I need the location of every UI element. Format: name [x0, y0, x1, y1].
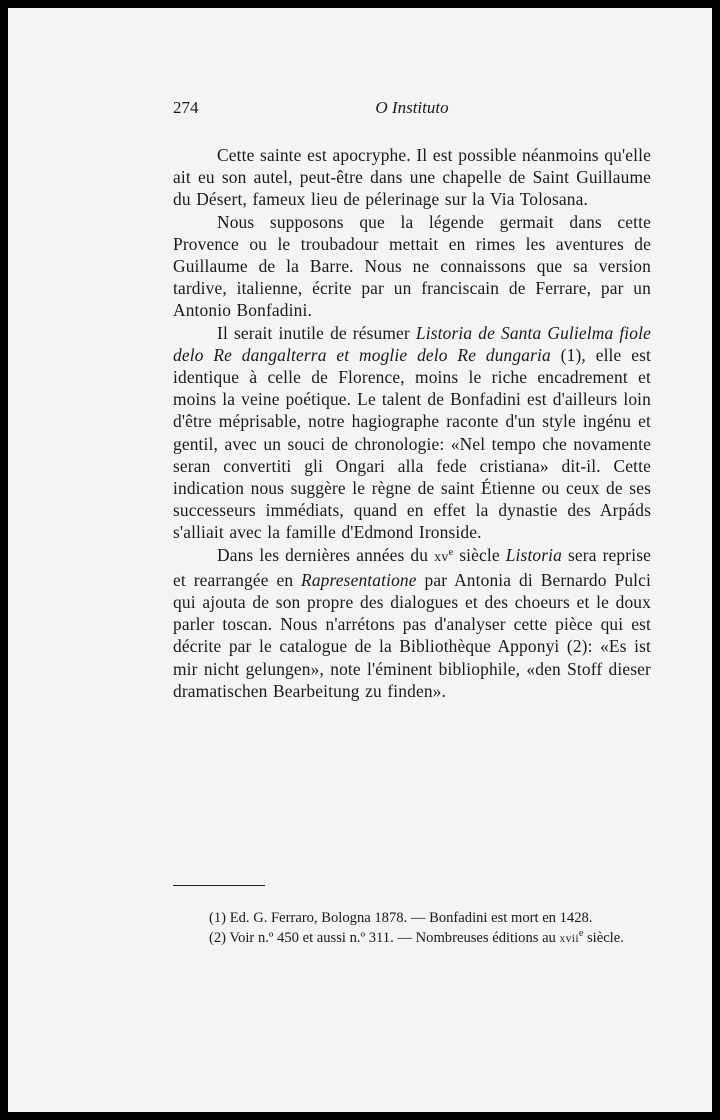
footnote-separator [173, 885, 265, 886]
footnote-ref-1: (1) [560, 344, 582, 365]
century-numeral: xv [434, 549, 449, 565]
body-text [173, 144, 651, 702]
running-head [173, 98, 651, 120]
book-page [8, 8, 712, 1112]
journal-title: O Instituto [375, 98, 449, 117]
footnote-1: (1) Ed. G. Ferraro, Bologna 1878. — Bonfadini est mort en 1428. [209, 910, 593, 926]
page-number: 274 [173, 98, 199, 117]
work-title-listoria: Listoria de Santa Gulielma fiole delo Re dangalterra et moglie delo Re dungaria [173, 322, 651, 365]
footnote-ref-2: (2) [566, 636, 588, 657]
paragraph-2: Nous supposons que la légende germait dans cette Provence ou le troubadour mettait en rimes les aventures de Guillaume de la Barre. Nous ne connaissons que sa version tardive, italienne, écrite par un franciscain de Ferrare, par un Antonio Bonfadini. [173, 211, 651, 321]
paragraph-4: Dans les dernières années du $xv^e$ siècle Listoria sera reprise et rearrangée en Rapresentatione par Antonia di Bernardo Pulci qui ajouta de son propre des dialogues et des choeurs et le doux parler toscan. Nous n'arrétons pas d'analyser cette pièce qui est décrite par le catalogue de la Bibliothèque Apponyi (2): «Es ist mir nicht gelungen», note l'éminent bibliophile, «den Stoff dieser dramatischen Bearbeitung zu finden». [173, 544, 651, 701]
footnotes [173, 908, 651, 949]
paragraph-3: Il serait inutile de résumer Listoria de Santa Gulielma fiole delo Re dangalterra et moglie delo Re dungaria (1), elle est identique à celle de Florence, moins le riche encadrement et moins la veine poétique. Le talent de Bonfadini est d'ailleurs loin d'être méprisable, notre hagiographe raconte d'un style ingénu et gentil, avec un souci de chronologie: «Nel tempo che novamente seran convertiti gli Ongari alla fede cristiana» dit-il. Cette indication nous suggère le règne de saint Étienne ou ceux de ses successeurs immédiats, quand en effet la dynastie des Arpáds s'alliait avec la famille d'Edmond Ironside. [173, 322, 651, 543]
footnote-marker: (1) [209, 910, 227, 926]
footnote-marker: (2) [209, 930, 227, 946]
work-title-listoria-short: Listoria [505, 544, 563, 565]
work-title-rapresentatione: Rapresentatione [301, 569, 417, 590]
footnote-2: (2) Voir n.º 450 et aussi n.º 311. — Nombreuses éditions au xvii$^e$ siècle. [209, 928, 624, 946]
paragraph-1: Cette sainte est apocryphe. Il est possible néanmoins qu'elle ait eu son autel, peut-être dans une chapelle de Saint Guillaume du Désert, fameux lieu de pélerinage sur la Via Tolosana. [173, 145, 651, 210]
